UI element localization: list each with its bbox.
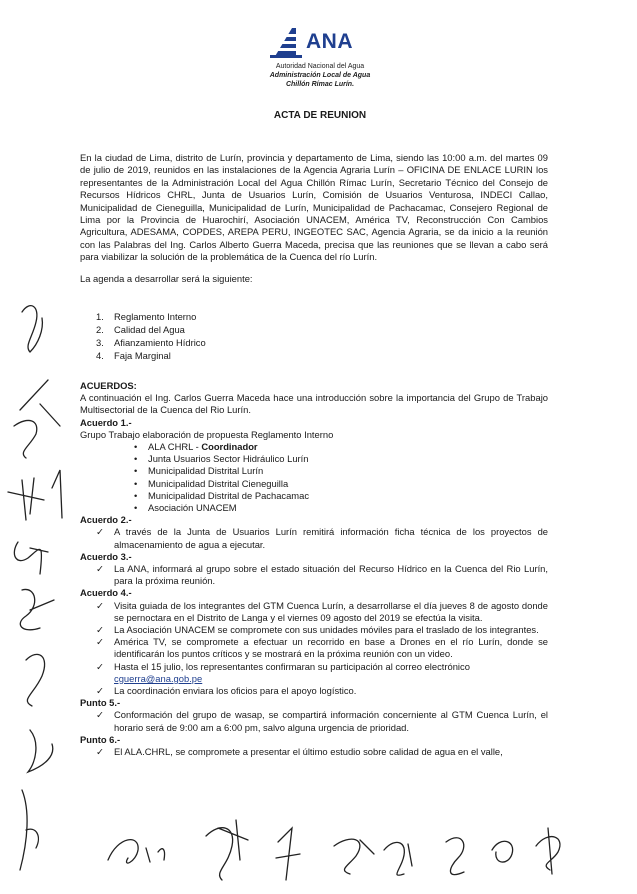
list-item: ✓ América TV, se compromete a efectuar un recorrido en base a Drones en el río Lurín, donde se identificarán los puntos críticos y se mostrará en la próxima reunión con un video.	[96, 636, 548, 660]
list-item: • Municipalidad Distrital Cieneguilla	[134, 478, 548, 490]
email-link[interactable]: cguerra@ana.gob.pe	[114, 672, 203, 684]
list-item: • Junta Usuarios Sector Hidráulico Lurín	[134, 453, 548, 465]
list-item: • ALA CHRL - Coordinador	[134, 441, 548, 453]
bottom-signature-icon	[276, 828, 300, 880]
list-item: • Asociación UNACEM	[134, 502, 548, 514]
agenda-lead: La agenda a desarrollar será la siguiente:	[80, 272, 253, 284]
check-icon: ✓	[96, 526, 104, 538]
margin-signature-icon	[22, 306, 42, 352]
margin-signature-icon	[26, 654, 45, 706]
agenda-item: 4. Faja Marginal	[96, 350, 171, 361]
acuerdo1-heading: Acuerdo 1.-	[80, 416, 132, 428]
list-item: ✓ Visita guiada de los integrantes del GTM Cuenca Lurín, a desarrollarse el día jueves 8 de agosto donde se pernoctara en el Distrito de Langa y el viernes 09 agosto del 2019 se efectúa la visita.	[96, 599, 548, 623]
agenda-item: 1. Reglamento Interno	[96, 311, 197, 322]
check-icon: ✓	[96, 685, 104, 697]
document-title: ACTA DE REUNION	[273, 110, 367, 121]
bottom-signature-icon	[384, 842, 412, 875]
bottom-signature-icon	[536, 828, 560, 874]
acuerdos-heading: ACUERDOS:	[80, 380, 137, 391]
org-name: Autoridad Nacional del Agua	[275, 63, 365, 70]
bottom-signature-icon	[492, 841, 513, 862]
check-icon: ✓	[96, 636, 104, 648]
acuerdos-intro: A continuación el Ing. Carlos Guerra Maceda hace una introducción sobre la importancia del Grupo de Trabajo Multisectorial de la Cuenca del Rio Lurín.	[80, 392, 548, 416]
margin-signature-icon	[20, 589, 54, 629]
punto5-list	[80, 709, 548, 733]
agenda-item: 3. Afianzamiento Hídrico	[96, 337, 206, 348]
logo-wordmark: ANA	[306, 30, 353, 53]
check-icon: ✓	[96, 746, 104, 758]
bottom-signature-icon	[446, 838, 464, 875]
acuerdo1-text: Grupo Trabajo elaboración de propuesta Reglamento Interno	[80, 428, 334, 440]
punto6-list	[80, 746, 548, 758]
list-item: ✓ La coordinación enviara los oficios para el apoyo logístico.	[96, 685, 357, 697]
list-item: ✓ La ANA, informará al grupo sobre el estado situación del Recurso Hídrico en la Cuenca del Rio Lurín, para la próxima reunión.	[96, 563, 548, 587]
agenda-item: 2. Calidad del Agua	[96, 324, 185, 335]
list-item: ✓ Hasta el 15 julio, los representantes confirmaran su participación al correo electrónico cguerra@ana.gob.pe	[96, 660, 470, 684]
margin-signature-icon	[14, 542, 48, 574]
agenda-list	[96, 310, 206, 362]
acuerdo3-list	[80, 563, 548, 587]
punto5-heading: Punto 5.-	[80, 697, 121, 709]
check-icon: ✓	[96, 624, 104, 636]
margin-signature-icon	[8, 470, 62, 520]
punto6-heading: Punto 6.-	[80, 733, 121, 745]
org-region: Chillón Rímac Lurín.	[285, 81, 355, 88]
check-icon: ✓	[96, 709, 104, 721]
list-item: • Municipalidad Distrital Lurín	[134, 465, 548, 477]
acuerdos-section	[80, 380, 548, 758]
intro-section	[80, 152, 548, 294]
acuerdo1-members	[80, 441, 548, 514]
list-item: ✓ La Asociación UNACEM se compromete con sus unidades móviles para el traslado de los integrantes.	[96, 624, 539, 636]
list-item: ✓ A través de la Junta de Usuarios Lurín remitirá información ficha técnica de los proyectos de almacenamiento de agua a ejecutar.	[96, 526, 548, 550]
acuerdo4-heading: Acuerdo 4.-	[80, 587, 132, 599]
acuerdo4-list	[80, 600, 548, 698]
check-icon: ✓	[96, 660, 104, 672]
margin-signature-icon	[14, 380, 60, 458]
intro-paragraph: En la ciudad de Lima, distrito de Lurín, provincia y departamento de Lima, siendo las 10:00 a.m. del martes 09 de julio de 2019, reunidos en las instalaciones de la Agencia Agraria Lurín – OFICINA DE ENLACE LURIN los representantes de la Administración Local del Agua Chillón Rímac Lurín, Secretario Técnico del Consejo de Recursos Hídricos CHRL, Junta de Usuarios Lurín, Comisión de Usuarios Venturosa, INDECI Callao, Municipalidad de Cieneguilla, Municipalidad de Lurín, Municipalidad de Pachacamac, Consejero Regional de Lima por la Provincia de Huarochirí, Asociación UNACEM, América TV, Reconstrucción Con Cambios Agricultura, ADESAMA, COPDES, AREPA PERU, INGEOTEC SAC, Agencia Agraria, se da inicio a la reunión con las Palabras del Ing. Carlos Alberto Guerra Maceda, precisa que las reuniones que se llevan a cabo será para viabilizar la solución de la problemática de la Cuenca del río Lurín.	[80, 152, 548, 263]
acuerdo2-list	[80, 526, 548, 550]
list-item: ✓ Conformación del grupo de wasap, se compartirá información concerniente al GTM Cuenca Lurín, el horario será de 9:00 am a 6:00 pm, salvo alguna urgencia de prioridad.	[96, 709, 548, 733]
org-subunit: Administración Local de Agua	[269, 72, 371, 79]
bottom-signature-icon	[108, 840, 165, 863]
margin-signature-icon	[20, 790, 38, 870]
bottom-signature-icon	[206, 820, 248, 880]
acuerdo2-heading: Acuerdo 2.-	[80, 514, 132, 526]
acuerdo3-heading: Acuerdo 3.-	[80, 550, 132, 562]
check-icon: ✓	[96, 563, 104, 575]
list-item: ✓ El ALA.CHRL, se compromete a presentar el último estudio sobre calidad de agua en el valle,	[96, 746, 503, 758]
margin-signature-icon	[28, 730, 53, 772]
bottom-signature-icon	[334, 839, 374, 874]
check-icon: ✓	[96, 599, 104, 611]
list-item: • Municipalidad Distrital de Pachacamac	[134, 490, 548, 502]
